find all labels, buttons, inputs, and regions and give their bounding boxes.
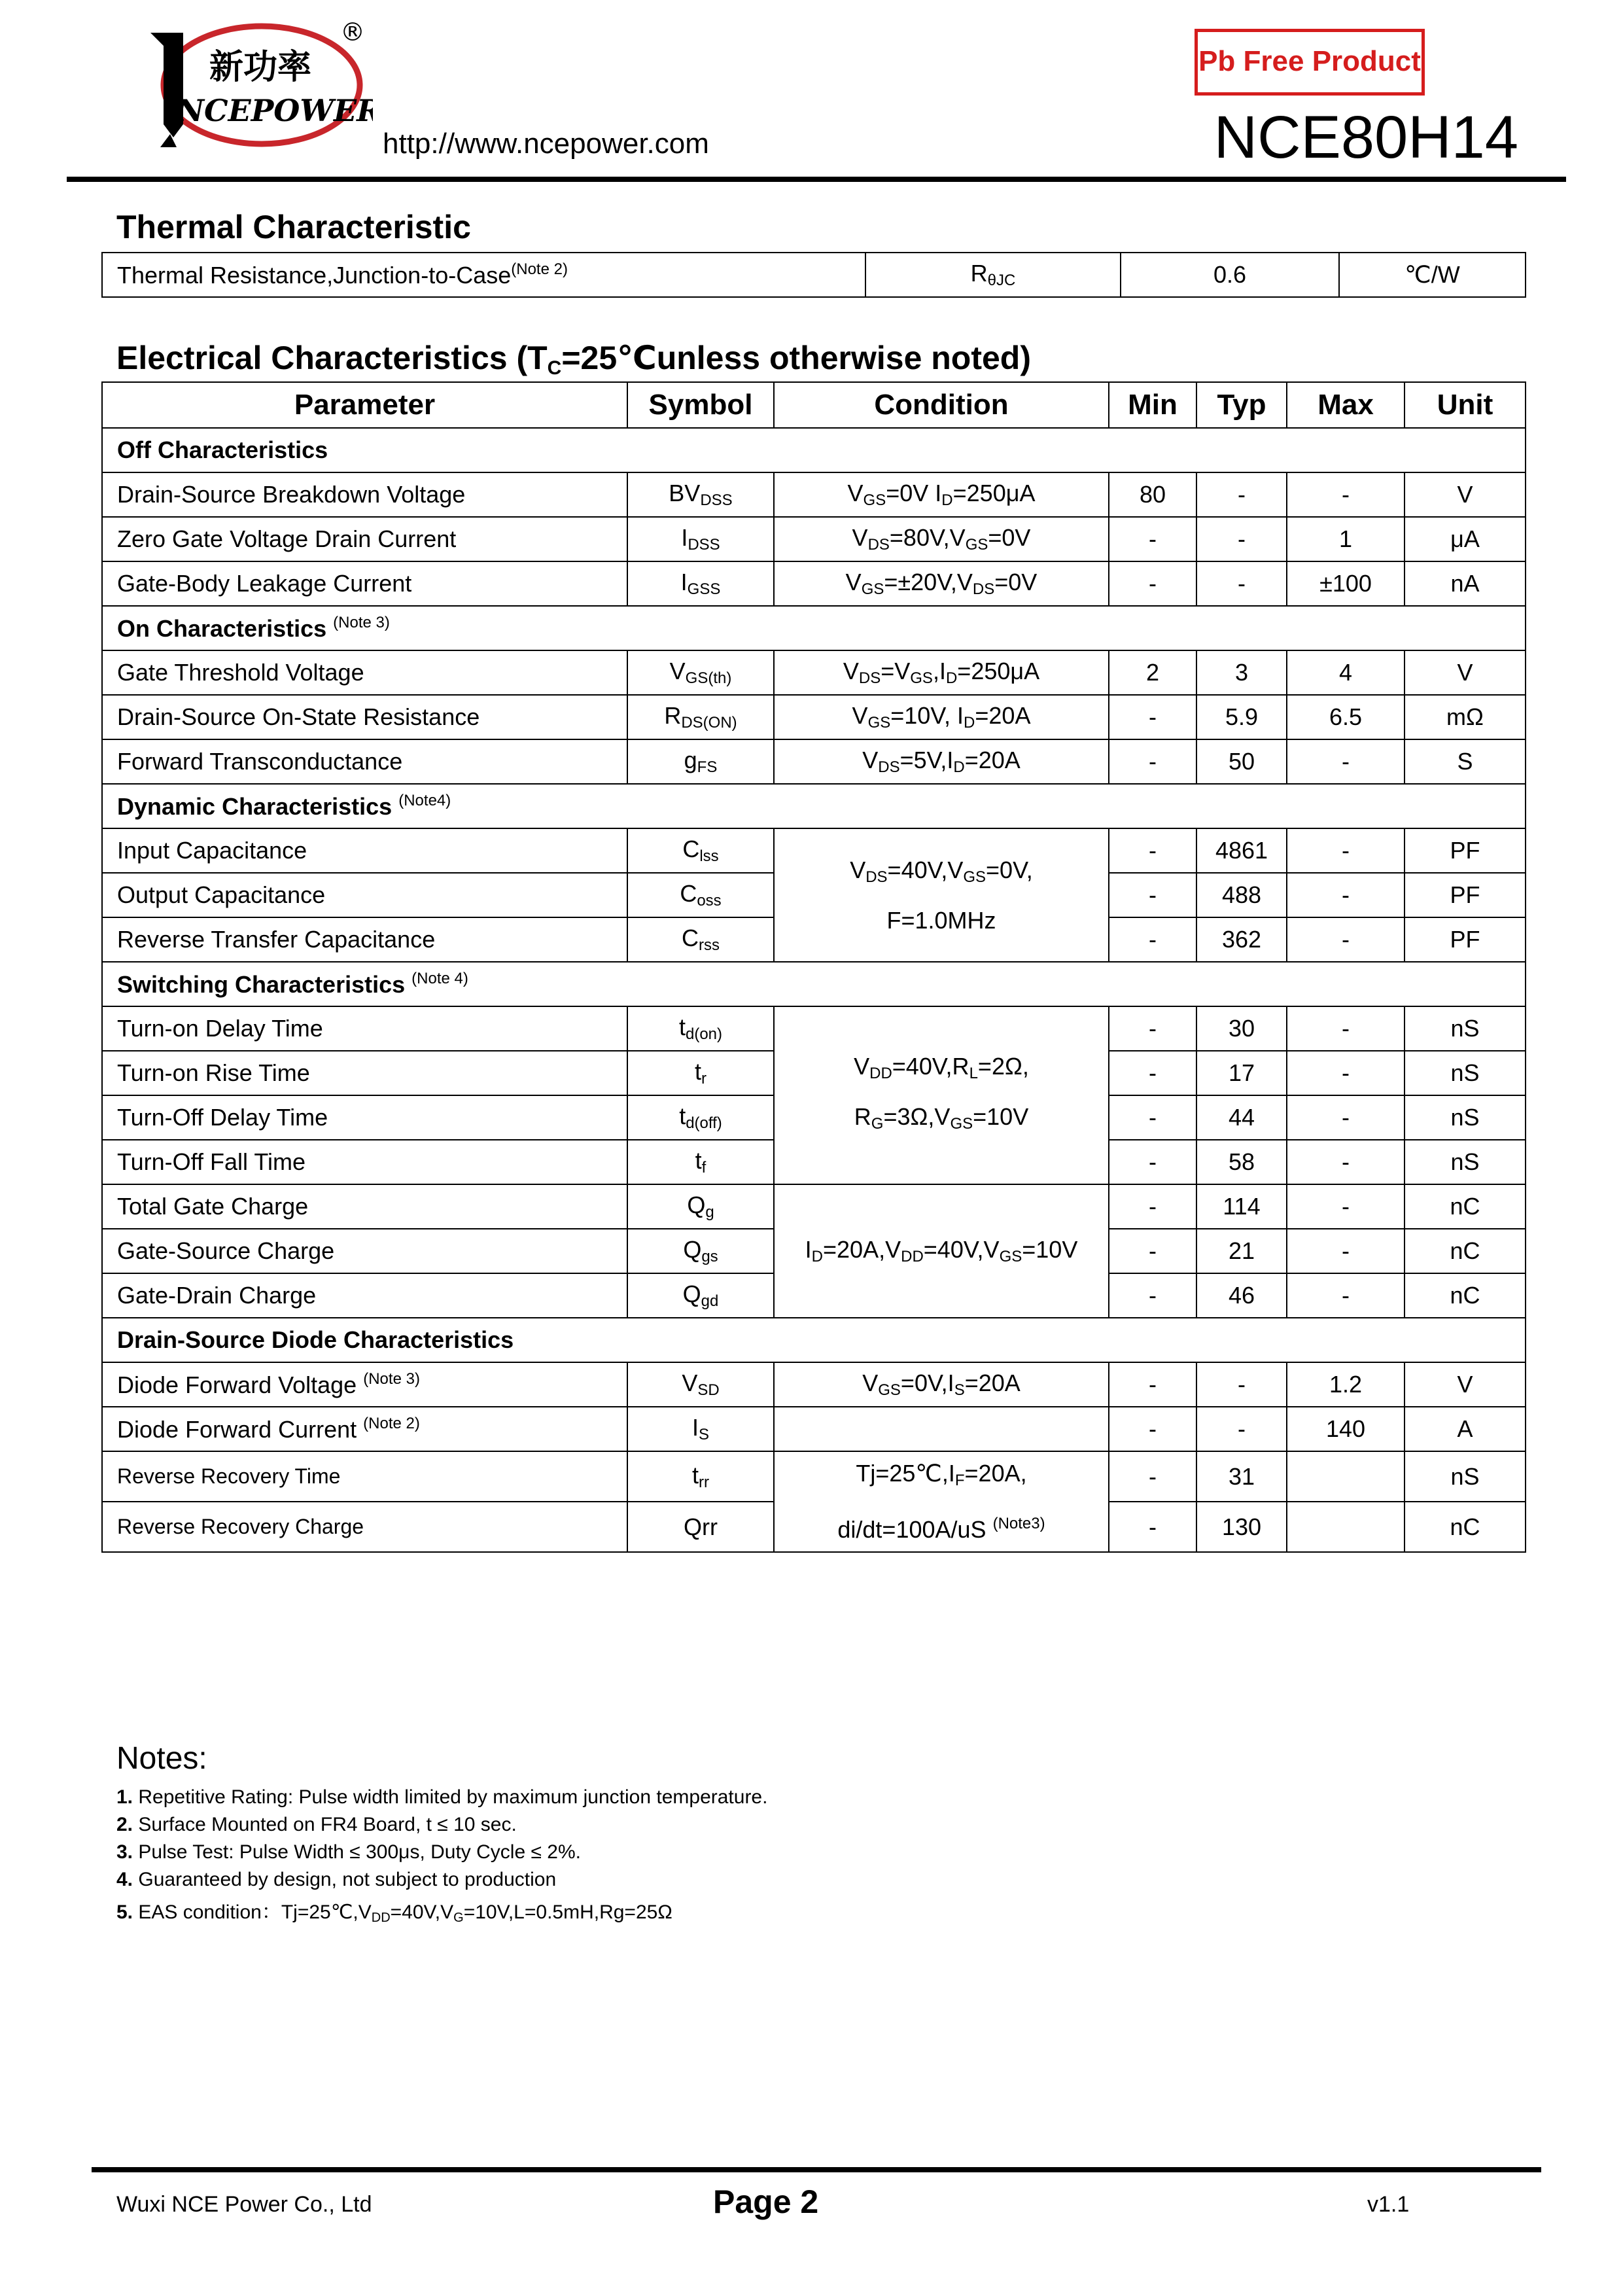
condition-cell: $V_{DS}=5V,I_D=20A$ (774, 739, 1109, 784)
electrical-section-title: Electrical Characteristics ($T_C=25℃unless$ otherwise noted) (116, 340, 1032, 379)
table-row (102, 739, 1526, 784)
table-row (102, 1006, 1526, 1051)
symbol-cell: $Q_{gd}$ (627, 1273, 774, 1318)
section-switching-label: Switching Characteristics $^{(Note 4)}$ (102, 962, 1526, 1006)
thermal-unit: ℃/W (1339, 253, 1526, 297)
max-cell: - (1287, 472, 1405, 517)
note-item: 1. Repetitive Rating: Pulse width limited by maximum junction temperature. (116, 1786, 768, 1808)
param-cell: Total Gate Charge (102, 1184, 627, 1229)
condition-cell-gate-charge: $I_D=20A,V_{DD}=40V,V_{GS}=10V$ (774, 1184, 1109, 1318)
unit-cell: nC (1405, 1273, 1526, 1318)
condition-cell-switching: $V_{DD}=40V,R_L=2\Omega$, $R_G=3\Omega,V_{GS}=10V$ (774, 1006, 1109, 1184)
section-dynamic-label: Dynamic Characteristics $^{(Note4)}$ (102, 784, 1526, 828)
notes-title: Notes: (116, 1741, 207, 1776)
typ-cell: - (1196, 561, 1287, 606)
symbol-cell: $C_{lss}$ (627, 828, 774, 873)
section-row-off (102, 428, 1526, 472)
unit-cell: nA (1405, 561, 1526, 606)
unit-cell: nC (1405, 1184, 1526, 1229)
param-cell: Diode Forward Voltage $^{(Note 3)}$ (102, 1362, 627, 1407)
min-cell: - (1109, 1273, 1196, 1318)
min-cell: 80 (1109, 472, 1196, 517)
symbol-cell: $V_{SD}$ (627, 1362, 774, 1407)
min-cell: - (1109, 561, 1196, 606)
symbol-cell: $C_{rss}$ (627, 917, 774, 962)
condition-cell: $V_{GS}=0V$ $I_D=250\mu A$ (774, 472, 1109, 517)
condition-cell: $V_{GS}=0V,I_S=20A$ (774, 1362, 1109, 1407)
note-item: 2. Surface Mounted on FR4 Board, t ≤ 10 sec. (116, 1814, 517, 1835)
min-cell: - (1109, 828, 1196, 873)
logo-brand-text: NCEPOWER (177, 93, 373, 128)
typ-cell: 58 (1196, 1140, 1287, 1184)
table-row (102, 517, 1526, 561)
table-row (102, 650, 1526, 695)
header-typ: Typ (1196, 382, 1287, 428)
min-cell: - (1109, 739, 1196, 784)
param-cell: Forward Transconductance (102, 739, 627, 784)
unit-cell: μA (1405, 517, 1526, 561)
logo-chinese-text: 新功率 (209, 48, 312, 87)
typ-cell: - (1196, 1407, 1287, 1451)
table-row (102, 1184, 1526, 1229)
header-divider (67, 177, 1566, 182)
company-name: Wuxi NCE Power Co., Ltd (116, 2192, 372, 2217)
param-cell: Turn-on Rise Time (102, 1051, 627, 1095)
typ-cell: - (1196, 1362, 1287, 1407)
min-cell: - (1109, 873, 1196, 917)
min-cell: - (1109, 1362, 1196, 1407)
thermal-symbol: $R_{\theta JC}$ (865, 253, 1121, 297)
symbol-cell: Qrr (627, 1502, 774, 1552)
condition-cell-reverse-recovery: $Tj=25℃,I_F=20A$, di/dt=100A/uS $^{(Note3)}$ (774, 1451, 1109, 1552)
symbol-cell: $t_f$ (627, 1140, 774, 1184)
unit-cell: S (1405, 739, 1526, 784)
thermal-parameter: Thermal Resistance,Junction-to-Case$^{(Note 2)}$ (102, 253, 865, 297)
max-cell: ±100 (1287, 561, 1405, 606)
min-cell: - (1109, 1184, 1196, 1229)
section-row-dynamic (102, 784, 1526, 828)
max-cell: 1 (1287, 517, 1405, 561)
typ-cell: 362 (1196, 917, 1287, 962)
typ-cell: 3 (1196, 650, 1287, 695)
symbol-cell: $t_{d(on)}$ (627, 1006, 774, 1051)
param-cell: Output Capacitance (102, 873, 627, 917)
symbol-cell: $BV_{DSS}$ (627, 472, 774, 517)
max-cell: - (1287, 917, 1405, 962)
param-cell: Turn-Off Fall Time (102, 1140, 627, 1184)
table-row (102, 695, 1526, 739)
min-cell: - (1109, 1229, 1196, 1273)
min-cell: - (1109, 1006, 1196, 1051)
typ-cell: 30 (1196, 1006, 1287, 1051)
unit-cell: nS (1405, 1451, 1526, 1502)
condition-cell: $V_{GS}=\pm 20V,V_{DS}=0V$ (774, 561, 1109, 606)
section-on-label: On Characteristics $^{(Note 3)}$ (102, 606, 1526, 650)
param-cell: Drain-Source On-State Resistance (102, 695, 627, 739)
param-cell: Gate Threshold Voltage (102, 650, 627, 695)
symbol-cell: $Q_{gs}$ (627, 1229, 774, 1273)
unit-cell: PF (1405, 917, 1526, 962)
condition-cell: $V_{DS}=V_{GS},I_D=250\mu A$ (774, 650, 1109, 695)
condition-cell (774, 1407, 1109, 1451)
header-unit: Unit (1405, 382, 1526, 428)
max-cell: - (1287, 1095, 1405, 1140)
section-row-diode (102, 1318, 1526, 1362)
min-cell: - (1109, 917, 1196, 962)
unit-cell: V (1405, 650, 1526, 695)
notes-list (116, 1784, 767, 1932)
symbol-cell: $t_{d(off)}$ (627, 1095, 774, 1140)
typ-cell: 130 (1196, 1502, 1287, 1552)
part-number: NCE80H14 (1213, 104, 1518, 171)
symbol-cell: $Q_g$ (627, 1184, 774, 1229)
min-cell: - (1109, 1451, 1196, 1502)
min-cell: - (1109, 1095, 1196, 1140)
electrical-table (101, 381, 1526, 1553)
condition-cell-capacitance: $V_{DS}=40V,V_{GS}=0V$, F=1.0MHz (774, 828, 1109, 962)
max-cell: 4 (1287, 650, 1405, 695)
section-diode-label: Drain-Source Diode Characteristics (102, 1318, 1526, 1362)
table-row (102, 1362, 1526, 1407)
section-row-switching (102, 962, 1526, 1006)
max-cell: - (1287, 1006, 1405, 1051)
typ-cell: 114 (1196, 1184, 1287, 1229)
header-parameter: Parameter (102, 382, 627, 428)
unit-cell: nC (1405, 1229, 1526, 1273)
param-cell: Gate-Drain Charge (102, 1273, 627, 1318)
min-cell: - (1109, 517, 1196, 561)
typ-cell: 5.9 (1196, 695, 1287, 739)
thermal-section-title: Thermal Characteristic (116, 209, 471, 245)
unit-cell: nS (1405, 1006, 1526, 1051)
unit-cell: V (1405, 1362, 1526, 1407)
param-cell: Diode Forward Current $^{(Note 2)}$ (102, 1407, 627, 1451)
thermal-value: 0.6 (1121, 253, 1339, 297)
table-header-row (102, 382, 1526, 428)
min-cell: 2 (1109, 650, 1196, 695)
typ-cell: 44 (1196, 1095, 1287, 1140)
param-cell: Turn-Off Delay Time (102, 1095, 627, 1140)
symbol-cell: $R_{DS(ON)}$ (627, 695, 774, 739)
note-item: 3. Pulse Test: Pulse Width ≤ 300μs, Duty Cycle ≤ 2%. (116, 1841, 581, 1863)
max-cell: - (1287, 1051, 1405, 1095)
symbol-cell: $V_{GS(th)}$ (627, 650, 774, 695)
max-cell: 1.2 (1287, 1362, 1405, 1407)
unit-cell: A (1405, 1407, 1526, 1451)
header-min: Min (1109, 382, 1196, 428)
typ-cell: 488 (1196, 873, 1287, 917)
max-cell: - (1287, 1229, 1405, 1273)
unit-cell: nS (1405, 1051, 1526, 1095)
note-item: 4. Guaranteed by design, not subject to production (116, 1869, 557, 1890)
page-number: Page 2 (713, 2183, 819, 2220)
pb-free-badge: Pb Free Product (1195, 29, 1425, 96)
param-cell: Reverse Recovery Charge (102, 1502, 627, 1552)
param-cell: Gate-Body Leakage Current (102, 561, 627, 606)
param-cell: Reverse Recovery Time (102, 1451, 627, 1502)
param-cell: Reverse Transfer Capacitance (102, 917, 627, 962)
unit-cell: V (1405, 472, 1526, 517)
symbol-cell: $I_{DSS}$ (627, 517, 774, 561)
unit-cell: nS (1405, 1140, 1526, 1184)
table-row (102, 1407, 1526, 1451)
min-cell: - (1109, 1502, 1196, 1552)
table-row (102, 561, 1526, 606)
typ-cell: 31 (1196, 1451, 1287, 1502)
typ-cell: 50 (1196, 739, 1287, 784)
max-cell (1287, 1451, 1405, 1502)
param-cell: Gate-Source Charge (102, 1229, 627, 1273)
header-condition: Condition (774, 382, 1109, 428)
max-cell: - (1287, 873, 1405, 917)
symbol-cell: $I_{GSS}$ (627, 561, 774, 606)
param-cell: Input Capacitance (102, 828, 627, 873)
note-item: 5. EAS condition：$Tj=25℃,V_{DD}=40V,V_G=10V,L=0.5mH,Rg=25\Omega$ (116, 1901, 672, 1925)
symbol-cell: $I_S$ (627, 1407, 774, 1451)
company-logo (137, 13, 373, 157)
min-cell: - (1109, 1140, 1196, 1184)
website-url[interactable]: http://www.ncepower.com (383, 128, 709, 160)
thermal-table (101, 252, 1526, 298)
typ-cell: 46 (1196, 1273, 1287, 1318)
max-cell: - (1287, 739, 1405, 784)
param-cell: Drain-Source Breakdown Voltage (102, 472, 627, 517)
max-cell (1287, 1502, 1405, 1552)
max-cell: - (1287, 1184, 1405, 1229)
typ-cell: - (1196, 517, 1287, 561)
section-off-label: Off Characteristics (102, 428, 1526, 472)
registered-mark: ® (340, 18, 365, 46)
footer-divider (92, 2167, 1541, 2172)
thermal-row (102, 253, 1526, 297)
param-cell: Turn-on Delay Time (102, 1006, 627, 1051)
typ-cell: 17 (1196, 1051, 1287, 1095)
unit-cell: mΩ (1405, 695, 1526, 739)
typ-cell: 21 (1196, 1229, 1287, 1273)
unit-cell: PF (1405, 828, 1526, 873)
unit-cell: PF (1405, 873, 1526, 917)
symbol-cell: $t_{rr}$ (627, 1451, 774, 1502)
table-row (102, 828, 1526, 873)
max-cell: 6.5 (1287, 695, 1405, 739)
max-cell: - (1287, 828, 1405, 873)
param-cell: Zero Gate Voltage Drain Current (102, 517, 627, 561)
min-cell: - (1109, 1051, 1196, 1095)
table-row (102, 472, 1526, 517)
condition-cell: $V_{GS}=10V$, $I_D=20A$ (774, 695, 1109, 739)
section-row-on (102, 606, 1526, 650)
max-cell: - (1287, 1140, 1405, 1184)
min-cell: - (1109, 695, 1196, 739)
unit-cell: nS (1405, 1095, 1526, 1140)
typ-cell: - (1196, 472, 1287, 517)
condition-cell: $V_{DS}=80V,V_{GS}=0V$ (774, 517, 1109, 561)
header-max: Max (1287, 382, 1405, 428)
typ-cell: 4861 (1196, 828, 1287, 873)
symbol-cell: $g_{FS}$ (627, 739, 774, 784)
symbol-cell: $t_r$ (627, 1051, 774, 1095)
max-cell: 140 (1287, 1407, 1405, 1451)
symbol-cell: $C_{oss}$ (627, 873, 774, 917)
min-cell: - (1109, 1407, 1196, 1451)
table-row (102, 1451, 1526, 1502)
document-version: v1.1 (1367, 2192, 1410, 2217)
unit-cell: nC (1405, 1502, 1526, 1552)
max-cell: - (1287, 1273, 1405, 1318)
header-symbol: Symbol (627, 382, 774, 428)
